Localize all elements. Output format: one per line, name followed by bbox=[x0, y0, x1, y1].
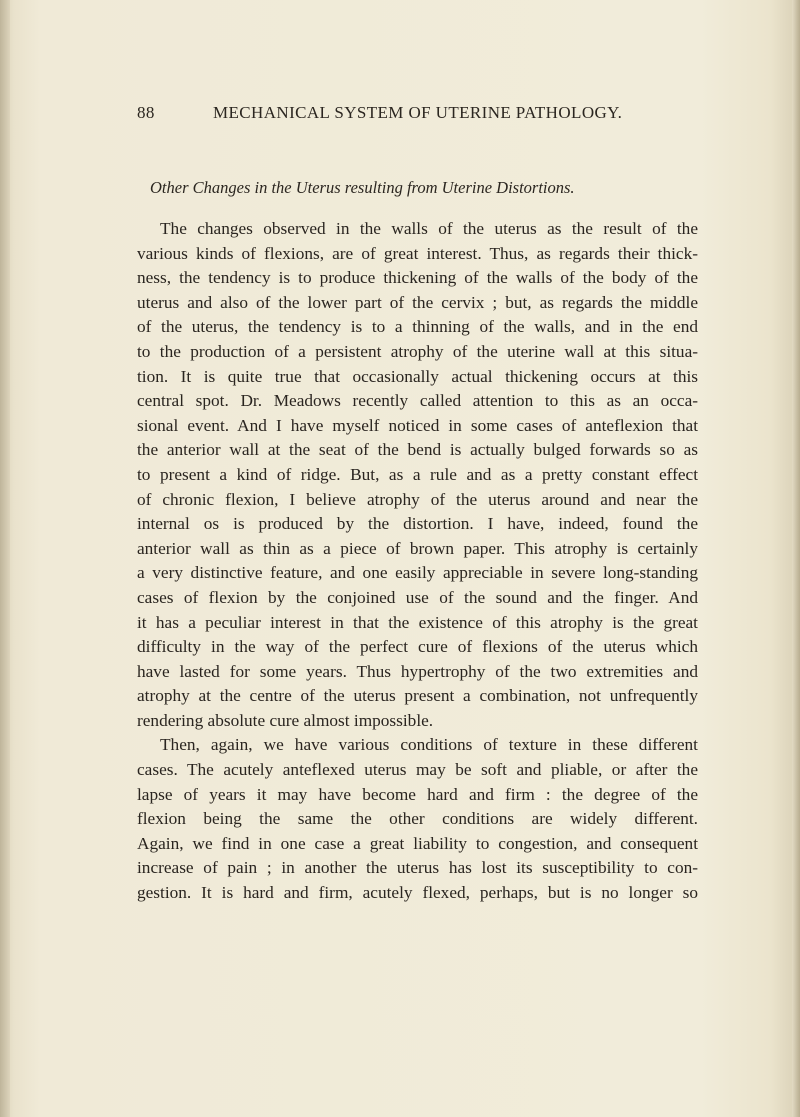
text-line: flexion being the same the other conditions are widely different. bbox=[137, 809, 698, 829]
text-line: sional event. And I have myself noticed in some cases of anteflexion that bbox=[137, 415, 698, 435]
text-line: uterus and also of the lower part of the cervix ; but, as regards the middle bbox=[137, 292, 698, 312]
text-line: gestion. It is hard and firm, acutely flexed, perhaps, but is no longer so bbox=[137, 883, 698, 903]
page-edge-right bbox=[792, 0, 800, 1117]
text-line: difficulty in the way of the perfect cure of flexions of the uterus which bbox=[137, 637, 698, 657]
text-line: rendering absolute cure almost impossible. bbox=[137, 710, 434, 730]
text-line: tion. It is quite true that occasionally actual thickening occurs at this bbox=[137, 366, 698, 386]
text-line: Again, we find in one case a great liability to congestion, and consequent bbox=[137, 833, 698, 853]
page-edge-left bbox=[0, 0, 10, 1117]
text-line: to present a kind of ridge. But, as a rule and as a pretty constant effect bbox=[137, 464, 698, 484]
body-text bbox=[137, 217, 698, 906]
text-line: to the production of a persistent atrophy of the uterine wall at this situa- bbox=[137, 341, 698, 361]
text-line: it has a peculiar interest in that the existence of this atrophy is the great bbox=[137, 612, 698, 632]
text-line: of the uterus, the tendency is to a thinning of the walls, and in the end bbox=[137, 317, 698, 337]
text-line: increase of pain ; in another the uterus has lost its susceptibility to con- bbox=[137, 858, 698, 878]
text-line: have lasted for some years. Thus hypertrophy of the two extremities and bbox=[137, 661, 698, 681]
text-line: anterior wall as thin as a piece of brown paper. This atrophy is certainly bbox=[137, 538, 698, 558]
page-number: 88 bbox=[137, 103, 155, 122]
text-line: ness, the tendency is to produce thickening of the walls of the body of the bbox=[137, 268, 698, 288]
text-line: a very distinctive feature, and one easily appreciable in severe long-standing bbox=[137, 563, 698, 583]
text-line: the anterior wall at the seat of the bend is actually bulged forwards so as bbox=[137, 440, 698, 460]
text-line: cases of flexion by the conjoined use of the sound and the finger. And bbox=[137, 587, 698, 607]
text-line: various kinds of flexions, are of great interest. Thus, as regards their thick- bbox=[137, 243, 698, 263]
text-line: lapse of years it may have become hard and firm : the degree of the bbox=[137, 784, 698, 804]
text-line: central spot. Dr. Meadows recently called attention to this as an occa- bbox=[137, 391, 698, 411]
text-line: The changes observed in the walls of the uterus as the result of the bbox=[160, 219, 698, 238]
text-line: atrophy at the centre of the uterus present a combination, not unfrequently bbox=[137, 686, 698, 706]
section-heading: Other Changes in the Uterus resulting from Uterine Distortions. bbox=[150, 178, 575, 197]
running-head bbox=[137, 103, 657, 127]
text-line: of chronic flexion, I believe atrophy of the uterus around and near the bbox=[137, 489, 698, 509]
running-head-title: MECHANICAL SYSTEM OF UTERINE PATHOLOGY. bbox=[213, 103, 623, 122]
text-line: Then, again, we have various conditions of texture in these different bbox=[160, 735, 698, 755]
text-line: cases. The acutely anteflexed uterus may be soft and pliable, or after the bbox=[137, 760, 698, 780]
text-line: internal os is produced by the distortion. I have, indeed, found the bbox=[137, 514, 698, 534]
